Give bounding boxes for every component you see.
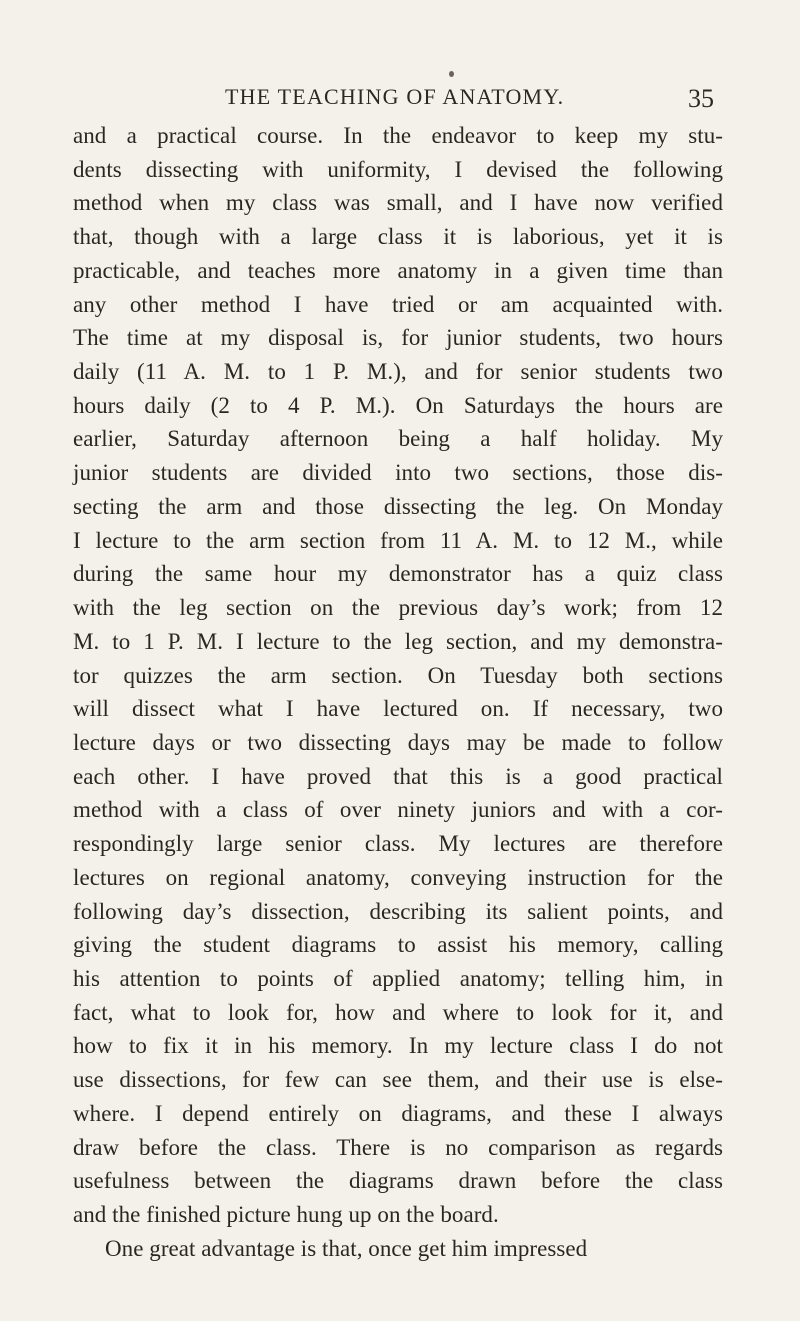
text-line: M. to 1 P. M. I lecture to the leg section, and my demonstra-: [73, 628, 723, 654]
text-line: dents dissecting with uniformity, I devised the following: [73, 156, 723, 182]
text-line: secting the arm and those dissecting the leg. On Monday: [73, 493, 723, 519]
text-line: during the same hour my demonstrator has a quiz class: [73, 561, 723, 587]
text-line: any other method I have tried or am acquainted with.: [73, 291, 723, 317]
text-line: method with a class of over ninety juniors and with a cor-: [73, 797, 723, 823]
text-line: with the leg section on the previous day’s work; from 12: [73, 595, 723, 621]
text-line: practicable, and teaches more anatomy in a given time than: [73, 257, 723, 283]
text-line: how to fix it in his memory. In my lecture class I do not: [73, 1033, 723, 1059]
text-line: daily (11 A. M. to 1 P. M.), and for senior students two: [73, 359, 723, 385]
text-line: lecture days or two dissecting days may be made to follow: [73, 729, 723, 755]
text-line: earlier, Saturday afternoon being a half holiday. My: [73, 426, 723, 452]
printer-mark: [449, 71, 454, 77]
text-line: I lecture to the arm section from 11 A. M. to 12 M., while: [73, 527, 723, 553]
text-line: respondingly large senior class. My lectures are therefore: [73, 831, 723, 857]
text-line: use dissections, for few can see them, and their use is else-: [73, 1067, 723, 1093]
text-line: following day’s dissection, describing its salient points, and: [73, 898, 723, 924]
text-line: draw before the class. There is no comparison as regards: [73, 1134, 723, 1160]
text-line: One great advantage is that, once get him impressed: [105, 1235, 588, 1261]
text-line: will dissect what I have lectured on. If necessary, two: [73, 696, 723, 722]
text-line: and a practical course. In the endeavor to keep my stu-: [73, 123, 723, 148]
text-line: his attention to points of applied anatomy; telling him, in: [73, 965, 723, 991]
text-line: where. I depend entirely on diagrams, and these I always: [73, 1100, 723, 1126]
text-line: hours daily (2 to 4 P. M.). On Saturdays the hours are: [73, 392, 723, 418]
text-line: usefulness between the diagrams drawn before the class: [73, 1168, 723, 1194]
text-line: tor quizzes the arm section. On Tuesday both sections: [73, 662, 723, 688]
text-line: junior students are divided into two sections, those dis-: [73, 460, 723, 486]
text-line: and the finished picture hung up on the board.: [73, 1202, 499, 1227]
running-head-title: THE TEACHING OF ANATOMY.: [225, 84, 565, 109]
text-line: lectures on regional anatomy, conveying instruction for the: [73, 864, 723, 890]
text-line: fact, what to look for, how and where to look for it, and: [73, 999, 723, 1025]
text-line: that, though with a large class it is laborious, yet it is: [73, 224, 723, 250]
text-line: each other. I have proved that this is a good practical: [73, 763, 723, 789]
page-number: 35: [688, 84, 714, 113]
text-line: method when my class was small, and I have now verified: [73, 190, 723, 216]
text-line: The time at my disposal is, for junior students, two hours: [73, 325, 723, 351]
body-text: [73, 119, 723, 1265]
text-line: giving the student diagrams to assist his memory, calling: [73, 932, 723, 958]
